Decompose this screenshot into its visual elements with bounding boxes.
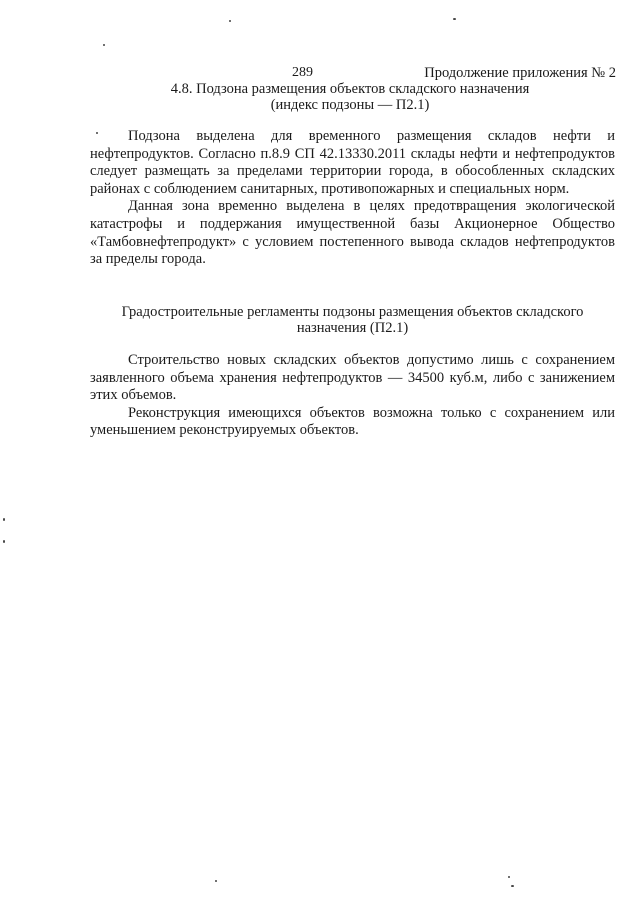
scan-speck <box>229 20 231 22</box>
scan-speck <box>103 44 105 46</box>
scan-speck <box>215 880 217 882</box>
regulations-body <box>90 352 615 440</box>
scan-speck <box>508 876 510 878</box>
paragraph: Строительство новых складских объектов допустимо лишь с сохранением заявленного объема хранения нефтепродуктов — 34500 куб.м, либо с занижением этих объемов. <box>90 352 615 404</box>
scan-speck <box>3 540 5 543</box>
scan-speck <box>511 885 514 887</box>
regulations-heading: Градостроительные регламенты подзоны размещения объектов складского назначения (П2.1) <box>121 304 584 336</box>
scan-speck <box>3 518 5 521</box>
page-number: 289 <box>292 65 313 80</box>
appendix-continuation-note: Продолжение приложения № 2 <box>424 65 616 81</box>
paragraph: Подзона выделена для временного размещения складов нефти и нефтепродуктов. Согласно п.8.9 СП 42.13330.2011 склады нефти и нефтепродуктов следует размещать за пределами территории города, в обособленных складских районах с соблюдением санитарных, противопожарных и специальных норм. <box>90 128 615 197</box>
scan-speck <box>96 132 98 134</box>
scan-speck <box>453 18 456 20</box>
subzone-index: (индекс подзоны — П2.1) <box>270 97 430 113</box>
section-title: 4.8. Подзона размещения объектов складского назначения <box>170 81 530 97</box>
paragraph: Данная зона временно выделена в целях предотвращения экологической катастрофы и поддержания имущественной базы Акционерное Общество «Тамбовнефтепродукт» с условием постепенного вывода складов нефтепродуктов за пределы города. <box>90 198 615 268</box>
paragraph: Реконструкция имеющихся объектов возможна только с сохранением или уменьшением реконструируемых объектов. <box>90 404 615 439</box>
section-body <box>90 128 615 269</box>
